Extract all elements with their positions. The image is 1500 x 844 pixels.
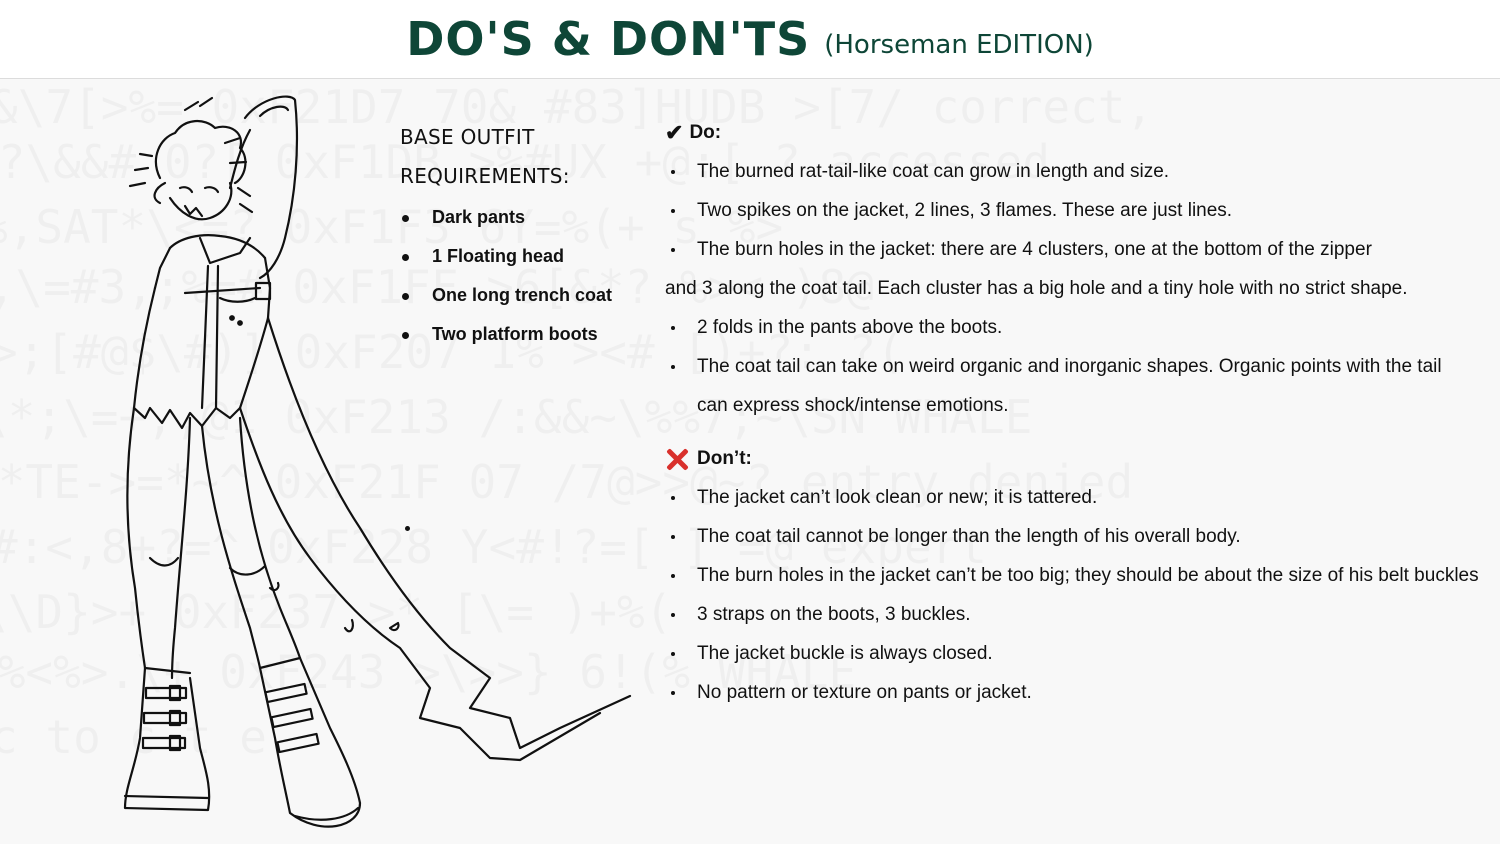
list-item: The burn holes in the jacket can’t be too big; they should be about the size of his belt buckles bbox=[665, 556, 1500, 595]
list-item: Two spikes on the jacket, 2 lines, 3 flames. These are just lines. bbox=[665, 191, 1500, 230]
list-item: The jacket can’t look clean or new; it is tattered. bbox=[665, 478, 1500, 517]
list-item: 3 straps on the boots, 3 buckles. bbox=[665, 595, 1500, 634]
do-label: Do: bbox=[689, 122, 722, 143]
list-item: can express shock/intense emotions. bbox=[697, 395, 1009, 416]
list-item: The burn holes in the jacket: there are 4 clusters, one at the bottom of the zipper bbox=[665, 230, 1500, 269]
list-item: 2 folds in the pants above the boots. bbox=[665, 308, 1500, 347]
base-outfit-title: BASE OUTFIT REQUIREMENTS: bbox=[400, 125, 570, 188]
list-item: The coat tail cannot be longer than the length of his overall body. bbox=[665, 517, 1500, 556]
base-outfit-list bbox=[400, 198, 650, 354]
list-item: Two platform boots bbox=[400, 315, 650, 354]
list-item: Dark pants bbox=[400, 198, 650, 237]
dont-heading bbox=[665, 439, 1500, 478]
do-heading bbox=[665, 113, 1500, 152]
title-bar bbox=[0, 0, 1500, 79]
list-item: The coat tail can take on weird organic and inorganic shapes. Organic points with the tail bbox=[665, 347, 1500, 386]
page-subtitle: (Horseman EDITION) bbox=[824, 30, 1094, 60]
dont-list bbox=[665, 478, 1500, 712]
rules-panel bbox=[665, 113, 1500, 712]
check-icon: ✔ bbox=[665, 120, 684, 145]
list-item: The jacket buckle is always closed. bbox=[665, 634, 1500, 673]
dont-label: Don’t: bbox=[697, 448, 752, 469]
list-item: One long trench coat bbox=[400, 276, 650, 315]
cross-icon bbox=[665, 447, 689, 471]
page-title: DO'S & DON'TS bbox=[406, 12, 811, 66]
base-outfit-panel bbox=[400, 118, 650, 354]
list-item: 1 Floating head bbox=[400, 237, 650, 276]
list-item: The burned rat-tail-like coat can grow in length and size. bbox=[665, 152, 1500, 191]
do-list bbox=[665, 152, 1500, 425]
stray-bullet-dot bbox=[405, 526, 410, 531]
list-item: and 3 along the coat tail. Each cluster has a big hole and a tiny hole with no strict shape. bbox=[665, 278, 1408, 299]
list-item: No pattern or texture on pants or jacket. bbox=[665, 673, 1500, 712]
